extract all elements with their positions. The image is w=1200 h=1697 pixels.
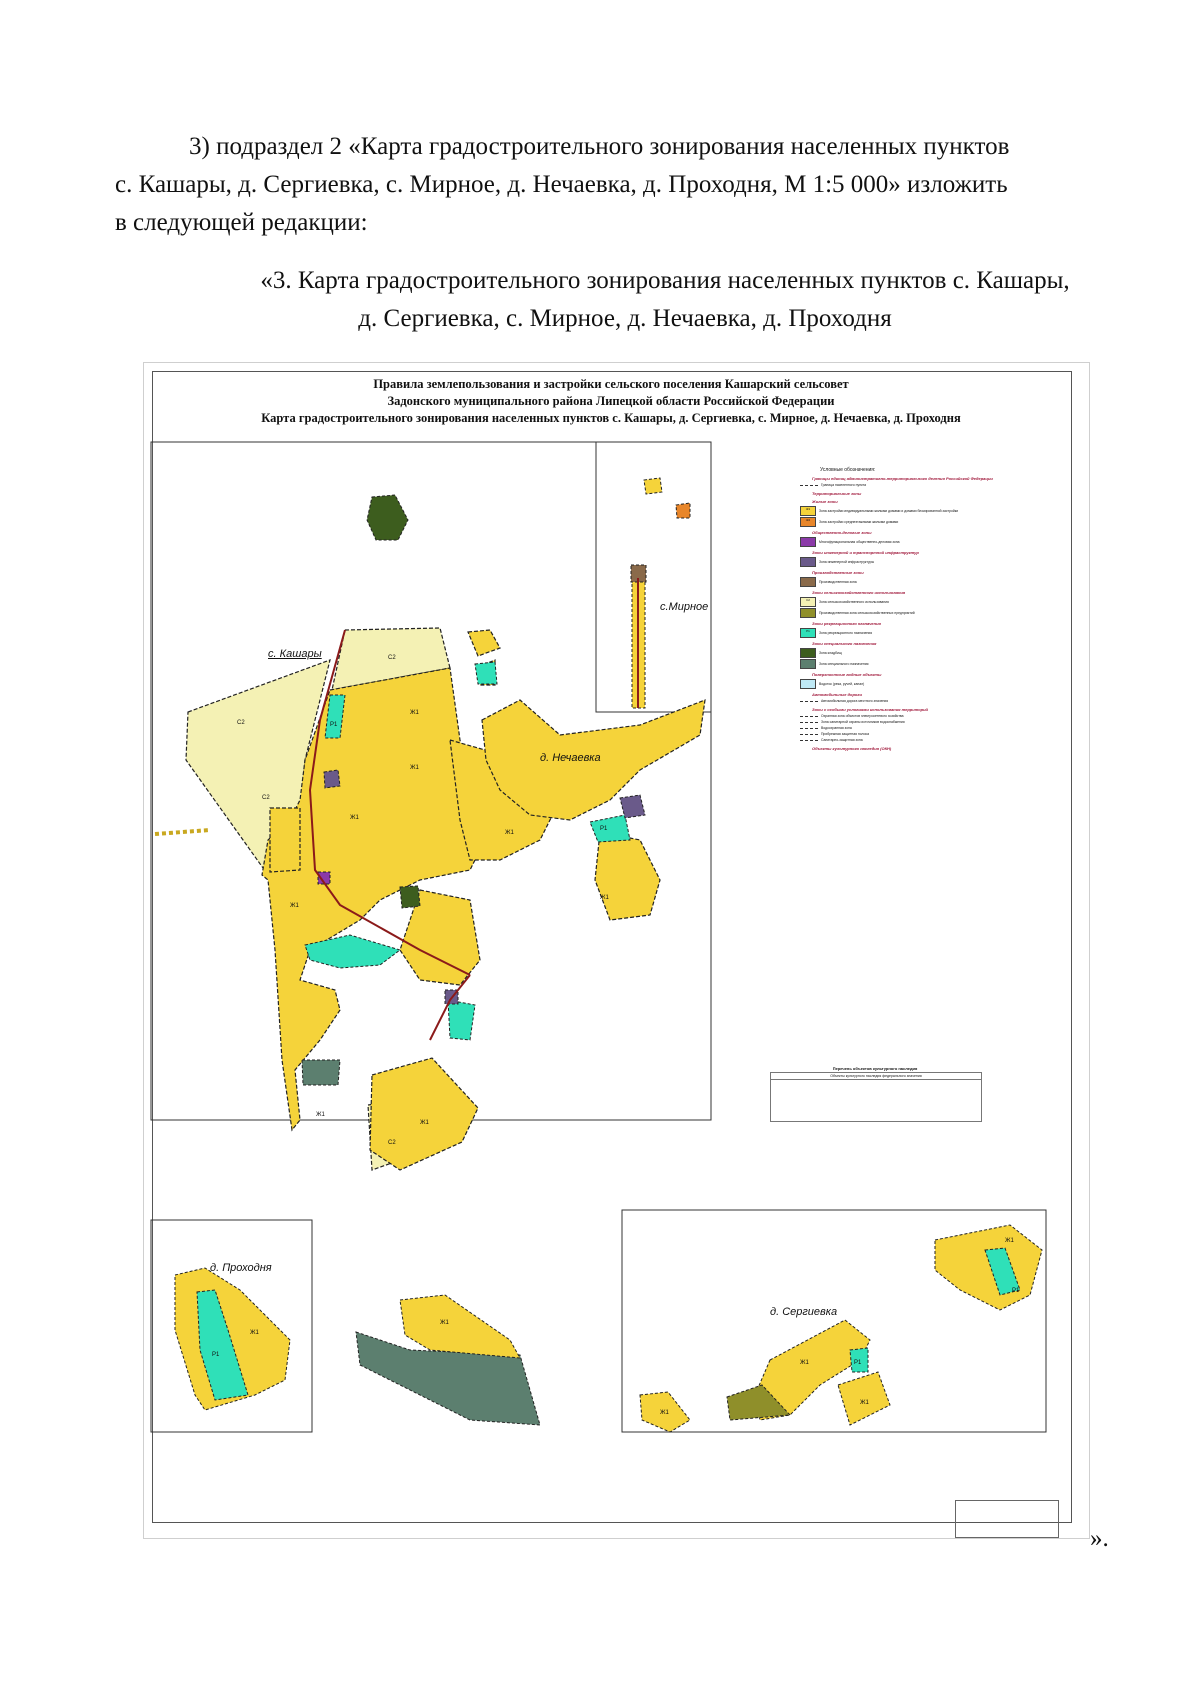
zone-engineering-1 <box>324 770 340 788</box>
zone-special-south <box>302 1060 340 1085</box>
south-zones <box>356 1295 540 1425</box>
legend-heading: Условные обозначения: <box>820 467 876 473</box>
zone-label-r1: Р1 <box>212 1352 220 1358</box>
legend-row <box>800 517 1060 527</box>
legend-line-symbol <box>800 728 818 729</box>
map-legend <box>800 468 1060 753</box>
legend-text: Санитарно-защитная зона <box>821 738 863 742</box>
legend-text: Многофункциональная общественно-деловая зона <box>819 539 900 544</box>
zone-label-zh1: Ж1 <box>420 1120 429 1126</box>
legend-row <box>800 608 1060 618</box>
legend-section: Зоны рекреационного назначения <box>812 621 881 626</box>
zone-label-zh1: Ж1 <box>410 765 419 771</box>
heading-line-2: д. Сергиевка, с. Мирное, д. Нечаевка, д. Проходня <box>358 305 892 332</box>
legend-text: Граница населенного пункта <box>821 483 866 487</box>
label-prokhodnya: д. Проходня <box>210 1262 272 1274</box>
legend-swatch: Ж2 <box>800 517 816 527</box>
legend-text: Охранная зона объектов электросетевого хозяйства <box>821 714 904 718</box>
zone-label-zh1: Ж1 <box>505 830 514 836</box>
map-title-line-3: Карта градостроительного зонирования населенных пунктов с. Кашары, д. Сергиевка, с. Мирное, д. Нечаевка, д. Проходня <box>261 411 961 425</box>
label-mirnoe: с.Мирное <box>660 601 709 613</box>
legend-section: Зоны с особыми условиями использования территорий <box>812 707 928 712</box>
zone-zh1-south-big <box>400 1295 520 1358</box>
legend-text: Производственная зона сельскохозяйственных предприятий <box>819 610 915 615</box>
legend-row <box>800 679 1060 689</box>
legend-swatch: Р1 <box>800 628 816 638</box>
zone-zh1-kashary-yellow-west <box>270 808 300 872</box>
zone-label-c2: С2 <box>388 655 396 661</box>
zone-label-zh1: Ж1 <box>800 1360 809 1366</box>
paragraph-line-2: с. Кашары, д. Сергиевка, с. Мирное, д. Нечаевка, д. Проходня, М 1:5 000» изложить <box>115 171 1008 198</box>
zone-label-zh1: Ж1 <box>350 815 359 821</box>
zone-label-c2: С2 <box>388 1140 396 1146</box>
map-title-line-1: Правила землепользования и застройки сельского поселения Кашарский сельсовет <box>373 377 849 391</box>
legend-swatch <box>800 648 816 658</box>
zone-label-r1: Р1 <box>600 826 608 832</box>
legend-section: Жилые зоны <box>812 499 838 504</box>
mirnoe-zones <box>631 478 690 708</box>
legend-row <box>800 732 1060 737</box>
legend-swatch <box>800 577 816 587</box>
legend-text: Производственная зона <box>819 579 857 584</box>
zone-label-zh1: Ж1 <box>860 1400 869 1406</box>
legend-row <box>800 597 1060 607</box>
zone-label-c2: С2 <box>262 795 270 801</box>
zone-label-r1: Р1 <box>1012 1288 1020 1294</box>
zone-label-r1: Р1 <box>854 1360 862 1366</box>
legend-row <box>800 699 1060 704</box>
legend-items <box>800 476 1060 751</box>
legend-section: Общественно-деловые зоны <box>812 530 872 535</box>
sergievka-zones <box>640 1225 1042 1432</box>
zone-label-zh1: Ж1 <box>250 1330 259 1336</box>
okn-table <box>770 1072 982 1122</box>
zone-r1-north-small <box>475 662 497 684</box>
zone-zh1-south-block <box>370 1058 478 1170</box>
legend-swatch <box>800 659 816 669</box>
legend-section: Зоны специального назначения <box>812 641 877 646</box>
legend-row <box>800 738 1060 743</box>
zone-cemetery-north <box>367 495 408 540</box>
legend-row <box>800 726 1060 731</box>
road-west-dashed <box>155 830 210 834</box>
legend-text: Зона санитарной охраны источников водоснабжения <box>821 720 905 724</box>
legend-text: Зона кладбищ <box>819 650 842 655</box>
legend-text: Зона сельскохозяйственного использования <box>819 599 889 604</box>
legend-text: Зона специального назначения <box>819 661 869 666</box>
legend-text: Зона застройки среднеэтажными жилыми домами <box>819 519 899 524</box>
legend-row <box>800 720 1060 725</box>
okn-table-caption: Перечень объектов культурного наследия <box>832 1066 918 1071</box>
zone-r1-nechaevka <box>590 815 630 842</box>
legend-row <box>800 659 1060 669</box>
zone-r1-kashary-south <box>448 1000 475 1040</box>
label-sergievka: д. Сергиевка <box>770 1306 838 1318</box>
zone-zh1-mirnoe-north <box>644 478 662 494</box>
legend-section: Территориальные зоны <box>812 491 862 496</box>
closing-quote: ». <box>1090 1525 1109 1552</box>
legend-text: Прибрежная защитная полоса <box>821 732 870 736</box>
map-title-line-2: Задонского муниципального района Липецкой области Российской Федерации <box>387 394 835 408</box>
legend-text: Зона застройки индивидуальными жилыми домами и домами блокированной застройки <box>819 508 959 513</box>
legend-text: Зона рекреационного назначения <box>819 630 873 635</box>
legend-swatch <box>800 557 816 567</box>
legend-row <box>800 648 1060 658</box>
okn-table-subtitle: Объекты культурного наследия федерального значения <box>771 1073 981 1080</box>
label-nechaevka: д. Нечаевка <box>540 752 601 764</box>
legend-swatch <box>800 679 816 689</box>
zone-label-zh1: Ж1 <box>316 1112 325 1118</box>
legend-line-symbol <box>800 701 818 702</box>
zone-zh2-mirnoe <box>676 503 690 518</box>
zone-zh1-north-2 <box>468 630 500 656</box>
zone-zh1-sergievka-south <box>838 1372 890 1425</box>
legend-text: Водоток (река, ручей, канал) <box>819 681 865 686</box>
zone-zh1-sergievka-north <box>935 1225 1042 1310</box>
legend-row <box>800 557 1060 567</box>
legend-line-symbol <box>800 740 818 741</box>
prokhodnya-zones <box>175 1268 290 1410</box>
paragraph-line-3: в следующей редакции: <box>115 209 368 236</box>
zone-label-zh1: Ж1 <box>660 1410 669 1416</box>
legend-line-symbol <box>800 716 818 717</box>
legend-section: Производственные зоны <box>812 570 864 575</box>
zone-cemetery-center <box>400 886 420 908</box>
title-block-stamp <box>955 1500 1059 1538</box>
legend-line-symbol <box>800 734 818 735</box>
zone-label-zh1: Ж1 <box>440 1320 449 1326</box>
zone-engineering-nechaevka <box>620 795 645 818</box>
legend-line-symbol <box>800 722 818 723</box>
heading-line-1: «3. Карта градостроительного зонирования населенных пунктов с. Кашары, <box>260 267 1070 294</box>
zone-label-zh1: Ж1 <box>1005 1238 1014 1244</box>
legend-line-symbol <box>800 485 818 486</box>
legend-text: Автомобильная дорога местного значения <box>821 699 889 703</box>
zone-label-zh1: Ж1 <box>600 895 609 901</box>
zone-zh1-nechaevka-south <box>595 832 660 920</box>
legend-section: Поверхностные водные объекты <box>812 672 882 677</box>
legend-swatch: Ж1 <box>800 506 816 516</box>
legend-section: Границы единиц административно-территориального деления Российской Федерации <box>812 476 993 481</box>
legend-text: Водоохранная зона <box>821 726 852 730</box>
legend-swatch: С2 <box>800 597 816 607</box>
zone-label-zh1: Ж1 <box>410 710 419 716</box>
legend-row <box>800 483 1060 488</box>
legend-swatch <box>800 537 816 547</box>
zone-label-zh1: Ж1 <box>290 903 299 909</box>
zone-label-c2: С2 <box>237 720 245 726</box>
legend-section: Объекты культурного наследия (ОКН) <box>812 746 892 751</box>
legend-text: Зона инженерной инфраструктуры <box>819 559 875 564</box>
legend-section: Зоны сельскохозяйственного использования <box>812 590 906 595</box>
label-kashary: с. Кашары <box>268 648 322 660</box>
legend-row <box>800 577 1060 587</box>
paragraph-line-1: 3) подраздел 2 «Карта градостроительного зонирования населенных пунктов <box>189 133 1010 160</box>
legend-section: Зоны инженерной и транспортной инфраструктур <box>812 550 919 555</box>
legend-row <box>800 506 1060 516</box>
legend-row <box>800 628 1060 638</box>
legend-row <box>800 714 1060 719</box>
zone-label-r1: Р1 <box>330 722 338 728</box>
legend-section: Автомобильные дороги <box>812 692 862 697</box>
legend-row <box>800 537 1060 547</box>
legend-swatch <box>800 608 816 618</box>
